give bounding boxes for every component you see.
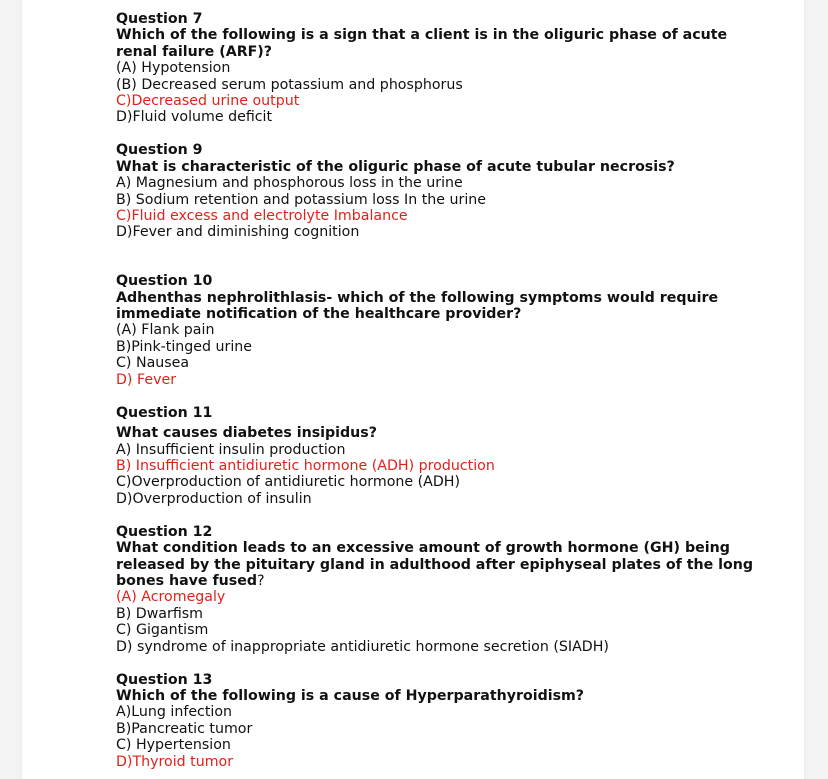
question-block <box>116 524 756 655</box>
option-b: B)Pink-tinged urine <box>116 338 253 355</box>
question-number: Question 13 <box>116 671 213 688</box>
option-d: D)Fluid volume deficit <box>116 109 273 126</box>
option-c-correct: C)Decreased urine output <box>116 93 300 110</box>
question-text: Which of the following is a cause of Hyperparathyroidism? <box>116 687 585 704</box>
option-c: C) Hypertension <box>116 737 231 754</box>
option-a: A)Lung infection <box>116 704 233 721</box>
document-content <box>116 11 756 770</box>
option-c: C)Overproduction of antidiuretic hormone (ADH) <box>116 474 460 491</box>
question-text-tail: ? <box>257 572 265 589</box>
question-block <box>116 672 756 770</box>
spacer <box>116 388 756 405</box>
spacer <box>116 507 756 524</box>
question-number: Question 11 <box>116 404 213 421</box>
option-d-correct: D) Fever <box>116 371 177 388</box>
option-a: A) Magnesium and phosphorous loss in the urine <box>116 175 463 192</box>
question-text: Adhenthas nephrolithlasis- which of the following symptoms would require immediate notification of the healthcare provider? <box>116 289 719 323</box>
spacer <box>116 241 756 273</box>
question-number: Question 10 <box>116 273 213 290</box>
option-b: (B) Decreased serum potassium and phosphorus <box>116 76 463 93</box>
option-d: D)Overproduction of insulin <box>116 490 312 507</box>
question-block <box>116 142 756 240</box>
question-block <box>116 11 756 126</box>
option-c: C) Nausea <box>116 355 190 372</box>
option-a: (A) Flank pain <box>116 322 215 339</box>
question-block <box>116 273 756 388</box>
document-page <box>22 0 804 779</box>
option-d-correct: D)Thyroid tumor <box>116 753 234 770</box>
option-b: B)Pancreatic tumor <box>116 720 253 737</box>
question-number: Question 9 <box>116 142 203 159</box>
question-number: Question 12 <box>116 523 213 540</box>
question-text-container <box>116 540 756 589</box>
option-a-correct: (A) Acromegaly <box>116 589 226 606</box>
option-a: (A) Hypotension <box>116 60 231 77</box>
question-block <box>116 405 756 507</box>
option-c-correct: C)Fluid excess and electrolyte Imbalance <box>116 208 408 225</box>
option-a: A) Insufficient insulin production <box>116 441 346 458</box>
spacer <box>116 655 756 672</box>
question-number: Question 7 <box>116 11 203 27</box>
option-b-correct: B) Insufficient antidiuretic hormone (ADH) production <box>116 457 495 474</box>
option-d: D) syndrome of inappropriate antidiuretic hormone secretion (SIADH) <box>116 638 609 655</box>
question-text: What causes diabetes insipidus? <box>116 425 377 442</box>
option-b: B) Dwarfism <box>116 605 203 622</box>
question-text: What is characteristic of the oliguric phase of acute tubular necrosis? <box>116 158 675 175</box>
spacer <box>116 126 756 143</box>
question-text: What condition leads to an excessive amount of growth hormone (GH) being released by the pituitary gland in adulthood after epiphyseal plates of the long bones have fused <box>116 540 754 589</box>
question-text: Which of the following is a sign that a client is in the oliguric phase of acute renal failure (ARF)? <box>116 27 728 60</box>
option-d: D)Fever and diminishing cognition <box>116 224 360 241</box>
option-c: C) Gigantism <box>116 622 209 639</box>
option-b: B) Sodium retention and potassium loss In the urine <box>116 191 487 208</box>
